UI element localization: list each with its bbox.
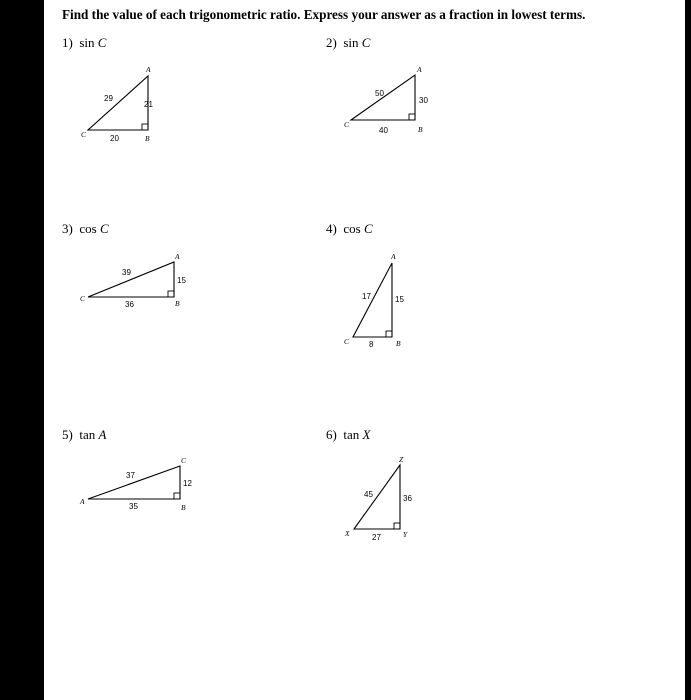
- side-opposite: 12: [183, 479, 192, 488]
- problem-6-label: 6) tan X: [326, 427, 371, 442]
- side-hypotenuse: 17: [362, 292, 371, 301]
- side-opposite: 15: [395, 295, 404, 304]
- triangle-shape: [354, 465, 400, 529]
- vertex-a: A: [417, 65, 422, 74]
- vertex-y: Y: [403, 530, 408, 539]
- vertex-b: B: [175, 299, 180, 308]
- vertex-x: X: [345, 529, 350, 538]
- right-angle-marker: [386, 331, 392, 337]
- side-hypotenuse: 50: [375, 89, 384, 98]
- problem-5-triangle: [79, 456, 192, 512]
- problem-1-triangle: [81, 65, 153, 143]
- problem-4-triangle: [344, 252, 404, 349]
- side-hypotenuse: 29: [104, 94, 113, 103]
- vertex-a: A: [391, 252, 396, 261]
- vertex-c: C: [344, 337, 350, 346]
- right-angle-marker: [142, 124, 148, 130]
- side-adjacent: 35: [129, 502, 138, 511]
- side-hypotenuse: 45: [364, 490, 373, 499]
- vertex-b: B: [145, 134, 150, 143]
- right-angle-marker: [174, 493, 180, 499]
- side-adjacent: 27: [372, 533, 381, 542]
- side-opposite: 30: [419, 96, 428, 105]
- instructions-heading: Find the value of each trigonometric ratio. Express your answer as a fraction in lowest terms.: [62, 7, 586, 22]
- vertex-a: A: [146, 65, 151, 74]
- triangle-shape: [88, 76, 148, 130]
- side-opposite: 36: [403, 494, 412, 503]
- side-adjacent: 8: [369, 340, 374, 349]
- side-hypotenuse: 37: [126, 471, 135, 480]
- vertex-c: C: [80, 294, 86, 303]
- side-adjacent: 40: [379, 126, 388, 135]
- right-angle-marker: [394, 523, 400, 529]
- side-adjacent: 36: [125, 300, 134, 309]
- side-opposite: 21: [144, 100, 153, 109]
- triangle-shape: [88, 262, 174, 297]
- vertex-c: C: [81, 130, 87, 139]
- vertex-b: B: [418, 125, 423, 134]
- problem-6-triangle: [344, 455, 412, 542]
- problem-3-label: 3) cos C: [62, 221, 109, 236]
- vertex-c: C: [181, 456, 187, 465]
- vertex-c: C: [344, 120, 350, 129]
- right-angle-marker: [168, 291, 174, 297]
- vertex-a: A: [175, 252, 180, 261]
- vertex-b: B: [181, 503, 186, 512]
- side-adjacent: 20: [110, 134, 119, 143]
- problem-4-label: 4) cos C: [326, 221, 373, 236]
- problem-2-label: 2) sin C: [326, 35, 371, 50]
- vertex-b: B: [396, 339, 401, 348]
- problem-3-triangle: [80, 252, 186, 309]
- right-angle-marker: [409, 114, 415, 120]
- side-opposite: 15: [177, 276, 186, 285]
- problem-1-label: 1) sin C: [62, 35, 107, 50]
- side-hypotenuse: 39: [122, 268, 131, 277]
- problem-5-label: 5) tan A: [62, 427, 107, 442]
- problem-2-triangle: [344, 65, 428, 135]
- vertex-a: A: [80, 497, 85, 506]
- vertex-z: Z: [399, 455, 404, 464]
- triangle-shape: [353, 263, 392, 337]
